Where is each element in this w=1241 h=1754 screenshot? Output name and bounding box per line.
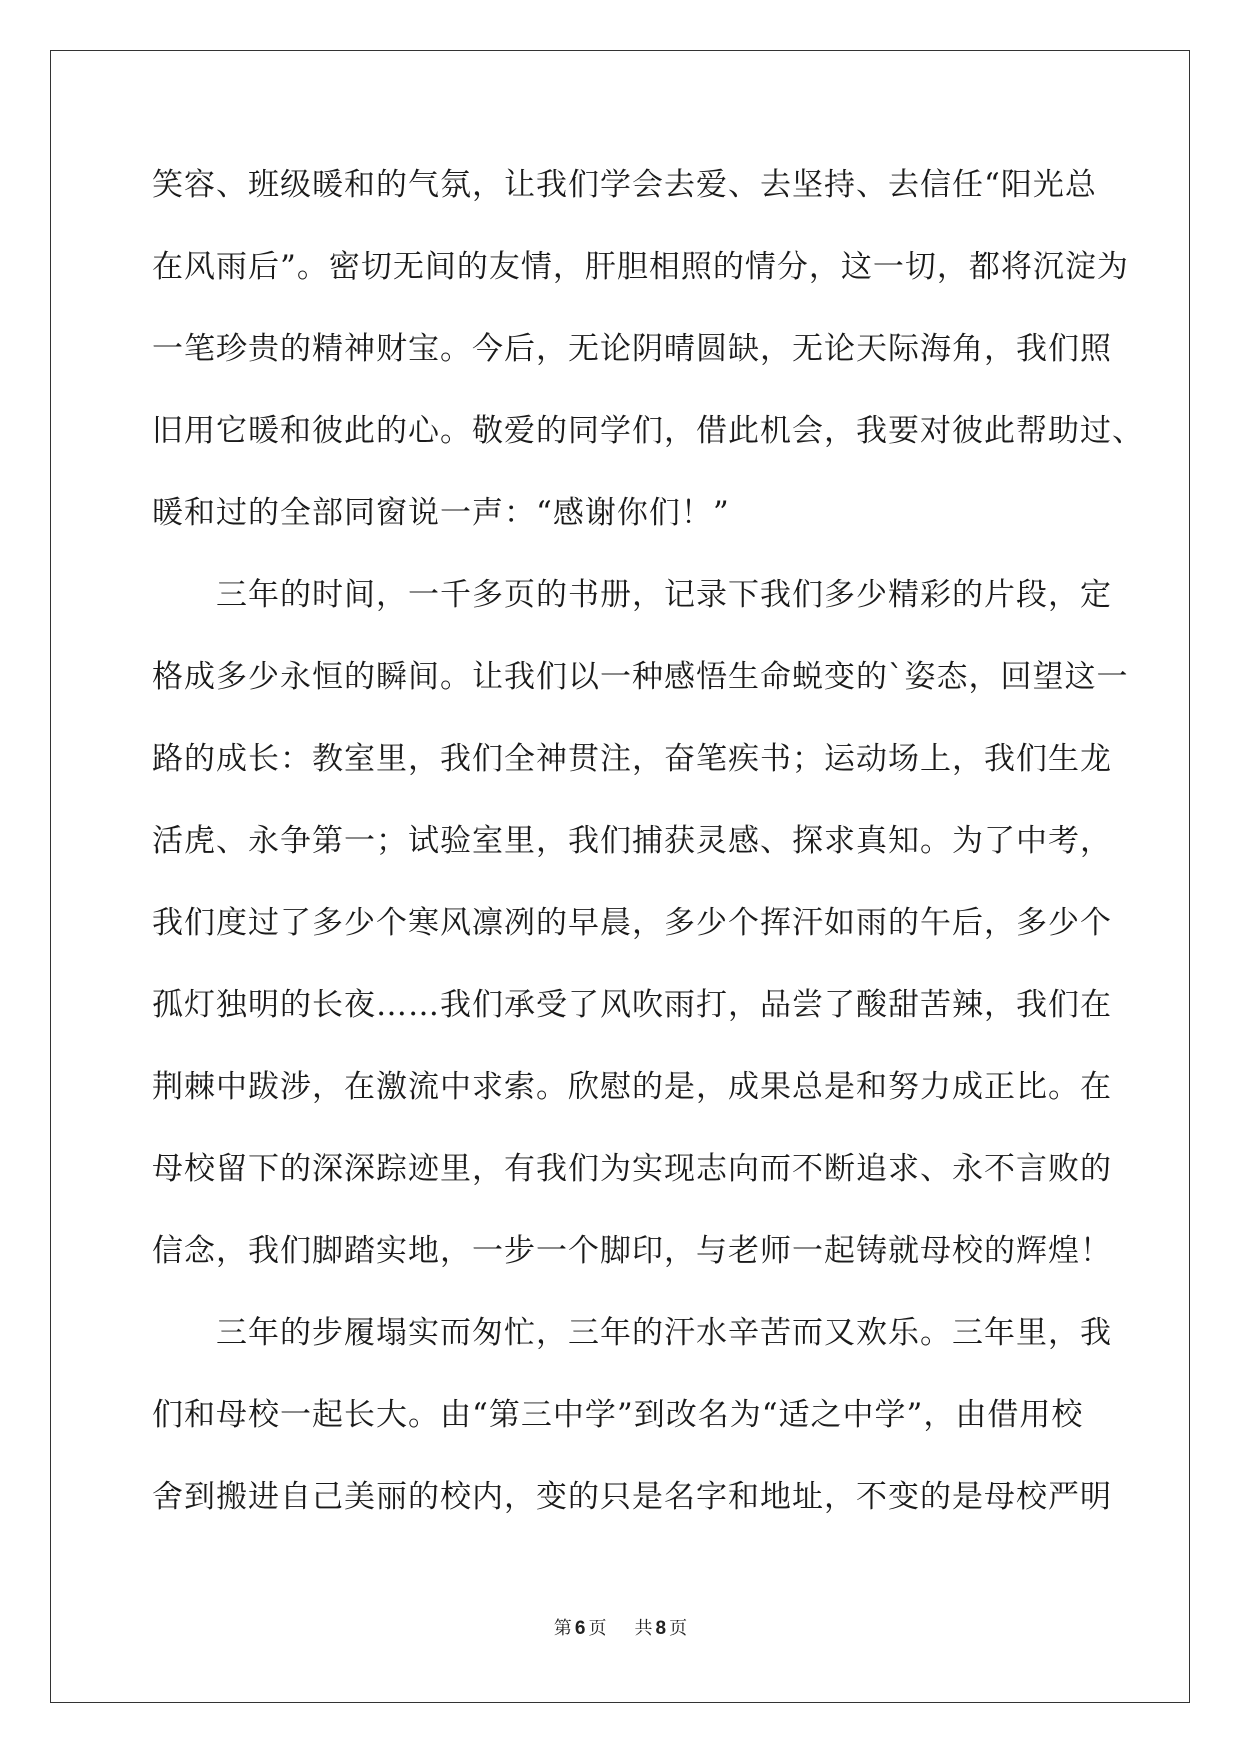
text-line: 舍到搬进自己美丽的校内，变的只是名字和地址，不变的是母校严明	[152, 1479, 1112, 1515]
text-line: 我们度过了多少个寒风凛冽的早晨，多少个挥汗如雨的午后，多少个	[152, 905, 1112, 941]
text-line: 活虎、永争第一；试验室里，我们捕获灵感、探求真知。为了中考，	[152, 823, 1112, 859]
paragraph-start-line: 三年的步履塌实而匆忙，三年的汗水辛苦而又欢乐。三年里，我	[216, 1315, 1112, 1351]
text-line: 信念，我们脚踏实地，一步一个脚印，与老师一起铸就母校的辉煌！	[152, 1233, 1112, 1269]
text-line: 笑容、班级暖和的气氛，让我们学会去爱、去坚持、去信任“阳光总	[152, 167, 1097, 203]
text-line: 路的成长：教室里，我们全神贯注，奋笔疾书；运动场上，我们生龙	[152, 741, 1112, 777]
text-line: 旧用它暖和彼此的心。敬爱的同学们，借此机会，我要对彼此帮助过、	[152, 413, 1144, 449]
text-line: 孤灯独明的长夜……我们承受了风吹雨打，品尝了酸甜苦辣，我们在	[152, 987, 1112, 1023]
page-prefix: 第	[553, 1618, 572, 1639]
text-line: 在风雨后”。密切无间的友情，肝胆相照的情分，这一切，都将沉淀为	[152, 249, 1129, 285]
document-body	[152, 162, 1144, 1556]
text-line: 们和母校一起长大。由“第三中学”到改名为“适之中学”，由借用校	[152, 1397, 1084, 1433]
current-page-number: 6	[574, 1618, 586, 1639]
text-line: 格成多少永恒的瞬间。让我们以一种感悟生命蜕变的`姿态，回望这一	[152, 659, 1129, 695]
total-prefix: 共	[634, 1618, 653, 1639]
total-page-count: 8	[655, 1618, 667, 1639]
text-line: 荆棘中跋涉，在激流中求索。欣慰的是，成果总是和努力成正比。在	[152, 1069, 1112, 1105]
page-footer	[0, 1614, 1241, 1640]
page-suffix: 页	[588, 1618, 607, 1639]
paragraph-start-line: 三年的时间，一千多页的书册，记录下我们多少精彩的片段，定	[216, 577, 1112, 613]
text-line: 暖和过的全部同窗说一声：“感谢你们！”	[152, 495, 730, 531]
total-suffix: 页	[669, 1618, 688, 1639]
text-line: 母校留下的深深踪迹里，有我们为实现志向而不断追求、永不言败的	[152, 1151, 1112, 1187]
text-line: 一笔珍贵的精神财宝。今后，无论阴晴圆缺，无论天际海角，我们照	[152, 331, 1112, 367]
